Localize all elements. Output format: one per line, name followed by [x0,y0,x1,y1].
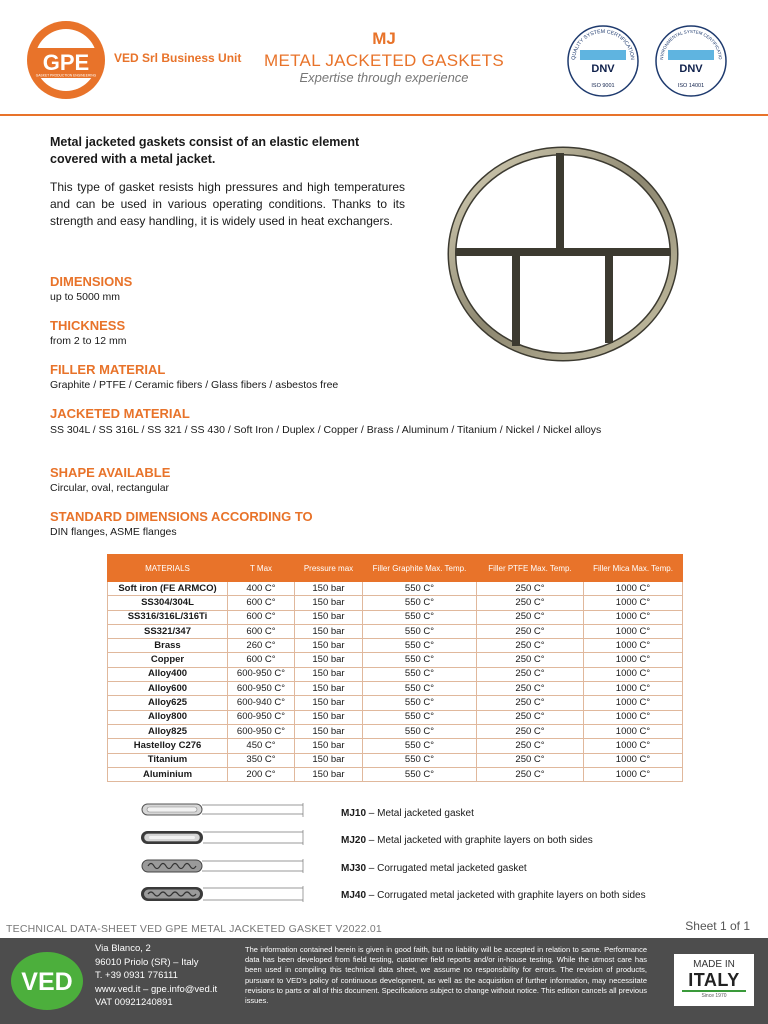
gpe-logo-text: GPE [42,50,90,75]
cell-graphite: 550 C° [363,596,477,610]
cell-mica: 1000 C° [584,753,683,767]
section-shape-value: Circular, oval, rectangular [50,482,170,494]
col-graphite: Filler Graphite Max. Temp. [363,555,477,582]
section-standard-value: DIN flanges, ASME flanges [50,526,177,538]
table-row [108,696,683,710]
section-filler-title: FILLER MATERIAL [50,362,166,377]
cell-ptfe: 250 C° [477,610,584,624]
address-line: 96010 Priolo (SR) – Italy [95,956,199,968]
cell-pressure: 150 bar [295,624,363,638]
ved-logo-text: VED [21,968,73,996]
col-materials: MATERIALS [108,555,228,582]
cell-graphite: 550 C° [363,767,477,781]
cell-tmax: 200 C° [228,767,295,781]
type-mj30 [341,863,527,874]
cell-pressure: 150 bar [295,639,363,653]
table-row [108,682,683,696]
cell-pressure: 150 bar [295,582,363,596]
col-tmax: T Max [228,555,295,582]
cell-material: Titanium [108,753,228,767]
iso14001-cert-badge [654,24,728,98]
cell-mica: 1000 C° [584,596,683,610]
table-row [108,624,683,638]
company-address [95,942,217,1010]
cell-graphite: 550 C° [363,739,477,753]
cell-tmax: 600 C° [228,610,295,624]
table-row [108,753,683,767]
cell-pressure: 150 bar [295,653,363,667]
section-thickness-value: from 2 to 12 mm [50,335,127,347]
cell-pressure: 150 bar [295,682,363,696]
cell-material: Alloy625 [108,696,228,710]
ved-logo [10,951,84,1011]
cell-ptfe: 250 C° [477,739,584,753]
cell-graphite: 550 C° [363,653,477,667]
materials-table [107,554,683,782]
cell-mica: 1000 C° [584,653,683,667]
cell-material: Hastelloy C276 [108,739,228,753]
cell-material: Alloy825 [108,724,228,738]
section-standard-title: STANDARD DIMENSIONS ACCORDING TO [50,509,313,524]
cell-tmax: 600-950 C° [228,667,295,681]
cell-pressure: 150 bar [295,710,363,724]
disclaimer: The information contained herein is given in good faith, but no liability will be accepted in relation to same. Performance data has been developed from field testing, customer field reports and/or in-house testing. While the utmost care has been used in compiling this technical data sheet, we assume no responsibility for errors. The revision of products, pursuant to VED's policy of continuous development, as well as the acquisition of further information, may necessitate revisions to parts or all of this document. Specifications subject to change without notice. This edition cancels all previous issues. [245,945,647,1006]
cell-ptfe: 250 C° [477,596,584,610]
cell-graphite: 550 C° [363,696,477,710]
cell-material: Aluminium [108,767,228,781]
flag-stripe [682,990,746,992]
cell-ptfe: 250 C° [477,753,584,767]
cell-pressure: 150 bar [295,610,363,624]
cell-material: Copper [108,653,228,667]
cell-pressure: 150 bar [295,753,363,767]
cell-mica: 1000 C° [584,739,683,753]
cell-material: SS321/347 [108,624,228,638]
cell-ptfe: 250 C° [477,653,584,667]
type-mj10 [341,808,474,819]
cell-material: Brass [108,639,228,653]
cell-mica: 1000 C° [584,767,683,781]
cell-ptfe: 250 C° [477,710,584,724]
type-mj20 [341,835,593,846]
cert-ring-text: NVIRONMENTAL SYSTEM CERTIFICATIO [658,28,723,60]
cell-graphite: 550 C° [363,610,477,624]
cell-graphite: 550 C° [363,682,477,696]
mj20-profile-drawing [138,828,304,848]
table-row [108,739,683,753]
cert-standard: ISO 9001 [591,83,615,89]
gpe-logo-sub: GASKET PRODUCTION ENGINEERING [35,73,97,78]
type-code: MJ30 [341,863,367,874]
mj40-profile-drawing [138,884,304,904]
cell-ptfe: 250 C° [477,667,584,681]
cell-tmax: 260 C° [228,639,295,653]
phone: T. +39 0931 776111 [95,970,178,982]
table-row [108,582,683,596]
website-email[interactable]: www.ved.it – gpe.info@ved.it [95,983,218,995]
section-jacketed-value: SS 304L / SS 316L / SS 321 / SS 430 / Soft Iron / Duplex / Copper / Brass / Aluminum / Titanium / Nickel / Nickel alloys [50,424,602,436]
cell-ptfe: 250 C° [477,767,584,781]
cell-graphite: 550 C° [363,582,477,596]
made-in-text: MADE IN [693,959,735,970]
gasket-photo [446,146,680,362]
business-unit: VED Srl Business Unit [114,51,242,65]
section-dimensions-value: up to 5000 mm [50,291,121,303]
section-filler-value: Graphite / PTFE / Ceramic fibers / Glass fibers / asbestos free [50,379,339,391]
cell-tmax: 600-950 C° [228,682,295,696]
col-pressure: Pressure max [295,555,363,582]
type-desc: – Metal jacketed gasket [366,808,474,819]
cell-ptfe: 250 C° [477,582,584,596]
cell-pressure: 150 bar [295,767,363,781]
cell-mica: 1000 C° [584,682,683,696]
cell-tmax: 600-950 C° [228,710,295,724]
table-row [108,653,683,667]
cell-tmax: 600-940 C° [228,696,295,710]
cell-graphite: 550 C° [363,753,477,767]
cell-ptfe: 250 C° [477,639,584,653]
cert-standard: ISO 14001 [677,83,705,89]
cell-mica: 1000 C° [584,710,683,724]
cell-tmax: 450 C° [228,739,295,753]
cell-material: Alloy800 [108,710,228,724]
cell-tmax: 600 C° [228,653,295,667]
cell-pressure: 150 bar [295,724,363,738]
cell-mica: 1000 C° [584,582,683,596]
section-thickness-title: THICKNESS [50,318,126,333]
product-code: MJ [372,29,396,48]
cell-ptfe: 250 C° [477,724,584,738]
since-text: Since 1970 [701,993,727,999]
cell-pressure: 150 bar [295,696,363,710]
cell-tmax: 600 C° [228,624,295,638]
made-in-italy-badge [674,954,754,1006]
type-code: MJ40 [341,890,367,901]
table-row [108,667,683,681]
cell-pressure: 150 bar [295,596,363,610]
cell-material: Alloy600 [108,682,228,696]
type-desc: – Corrugated metal jacketed gasket [366,863,527,874]
country-text: ITALY [688,970,740,990]
cell-mica: 1000 C° [584,624,683,638]
vat: VAT 00921240891 [95,997,173,1009]
cert-ring-text: QUALITY SYSTEM CERTIFICATION [570,28,636,61]
table-header-row [108,555,683,582]
mj10-profile-drawing [138,800,304,820]
type-mj40 [341,890,646,901]
intro-body: This type of gasket resists high pressures and high temperatures and can be used in various operating conditions. Thanks to its strength and easy handling, it is widely used in heat exchangers. [50,180,405,229]
header-divider [0,114,768,116]
cell-material: SS316/316L/316Ti [108,610,228,624]
cell-ptfe: 250 C° [477,696,584,710]
cell-ptfe: 250 C° [477,682,584,696]
cell-tmax: 350 C° [228,753,295,767]
address-line: Via Blanco, 2 [95,943,151,954]
page-subtitle: Expertise through experience [299,70,469,85]
col-mica: Filler Mica Max. Temp. [584,555,683,582]
iso9001-cert-badge [566,24,640,98]
cell-tmax: 400 C° [228,582,295,596]
cell-mica: 1000 C° [584,696,683,710]
cell-tmax: 600 C° [228,596,295,610]
table-row [108,724,683,738]
table-row [108,610,683,624]
type-code: MJ20 [341,835,367,846]
cert-brand: DNV [591,63,615,75]
cell-graphite: 550 C° [363,724,477,738]
type-desc: – Corrugated metal jacketed with graphite layers on both sides [366,890,646,901]
cell-graphite: 550 C° [363,710,477,724]
section-shape-title: SHAPE AVAILABLE [50,465,171,480]
page-title: METAL JACKETED GASKETS [264,51,504,70]
type-desc: – Metal jacketed with graphite layers on both sides [366,835,593,846]
table-row [108,639,683,653]
section-jacketed-title: JACKETED MATERIAL [50,406,190,421]
cell-pressure: 150 bar [295,667,363,681]
table-row [108,710,683,724]
mj30-profile-drawing [138,856,304,876]
cell-tmax: 600-950 C° [228,724,295,738]
cell-mica: 1000 C° [584,667,683,681]
table-row [108,596,683,610]
doc-title: TECHNICAL DATA-SHEET VED GPE METAL JACKETED GASKET V2022.01 [6,923,382,935]
cell-graphite: 550 C° [363,624,477,638]
sheet-number: Sheet 1 of 1 [685,919,750,933]
table-row [108,767,683,781]
cell-pressure: 150 bar [295,739,363,753]
cell-mica: 1000 C° [584,639,683,653]
cell-mica: 1000 C° [584,724,683,738]
cell-material: Alloy400 [108,667,228,681]
cell-mica: 1000 C° [584,610,683,624]
cell-material: SS304/304L [108,596,228,610]
section-dimensions-title: DIMENSIONS [50,274,133,289]
type-code: MJ10 [341,808,367,819]
cell-graphite: 550 C° [363,667,477,681]
cell-graphite: 550 C° [363,639,477,653]
cell-material: Soft iron (FE ARMCO) [108,582,228,596]
cert-brand: DNV [679,63,703,75]
col-ptfe: Filler PTFE Max. Temp. [477,555,584,582]
cell-ptfe: 250 C° [477,624,584,638]
intro-lead: Metal jacketed gaskets consist of an elastic element covered with a metal jacket. [50,135,360,166]
